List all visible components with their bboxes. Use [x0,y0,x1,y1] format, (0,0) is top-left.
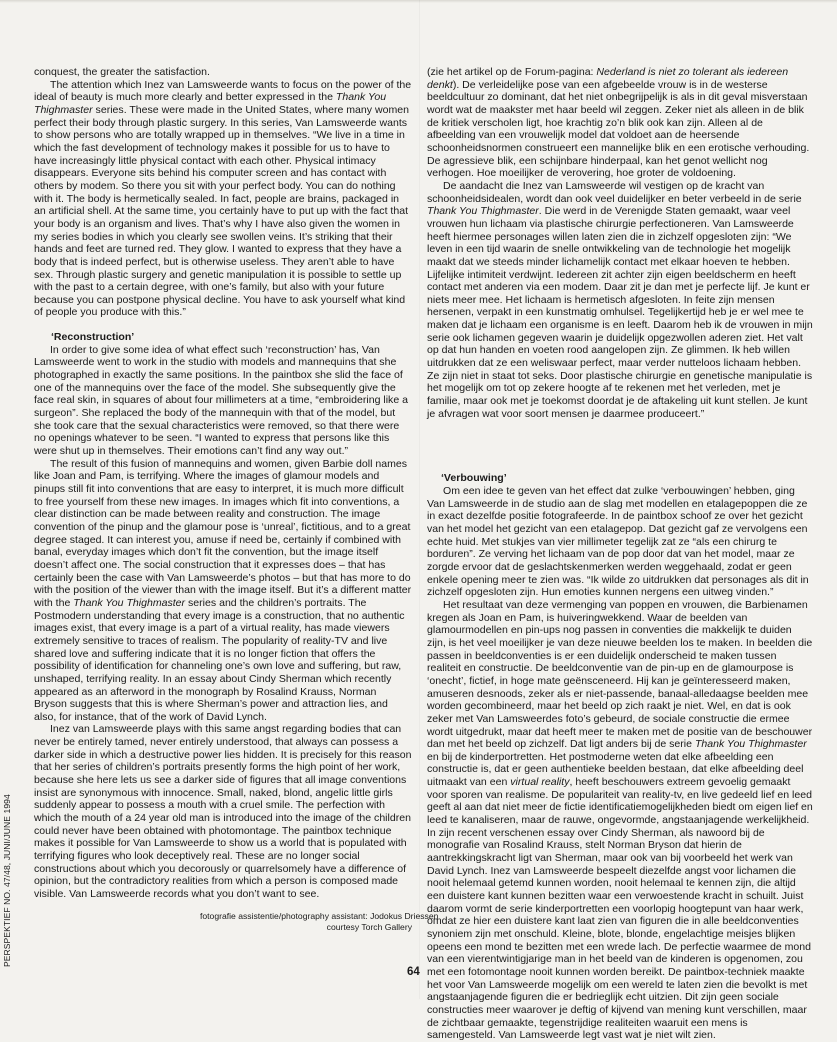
paragraph: The result of this fusion of mannequins and women, given Barbie doll names like Joan and Pam, is terrifying. Where the images of glamour models and pinups still fit into conventions that are easy to interpret, it is much more difficult to free yourself from these new images. In images which fit into conventions, a clear distinction can be made between reality and construction. The image convention of the pinup and the glamour pose is ‘unreal’, fictitious, and to a great degree staged. It can interest you, amuse if need be, certainly if combined with banal, everyday images which don’t fit the convention, but the image itself doesn’t affect one. The social construction that it expresses does – that has certainly been the case with Van Lamsweerde’s photos – but that has more to do with the position of the viewer than with the image itself. But it’s a different matter with the Thank You Thighmaster series and the children’s portraits. The Postmodern understanding that every image is a construction, that no authentic images exist, that every image is a part of a virtual reality, has made viewers extremely sensitive to traces of realism. The popularity of reality-TV and live shared love and suffering indicate that it is no longer fiction that offers the possibility of identification for channeling one’s own love and suffering, but raw, unshaped, terrifying reality. In an essay about Cindy Sherman which recently appeared as an afterword in the monograph by Rosalind Krauss, Norman Bryson suggests that this is where Sherman’s power and attraction lies, and also, for instance, that of the work of David Lynch. [34,457,412,723]
paragraph: The attention which Inez van Lamsweerde wants to focus on the power of the ideal of beauty is much more clearly and better expressed in the Thank You Thighmaster series. These were made in the United States, where many women perfect their body through plastic surgery. In this series, Van Lamsweerde wants to show persons who are totally wrapped up in themselves. “We live in a time in which the fast development of technology makes it possible for us to have to have increasingly little physical contact with each other. Physical intimacy disappears. Everyone sits behind his computer screen and has contact with others by modem. So there you sit with your perfect body. You can do nothing with it. The body is hermetically sealed. In fact, people are brains, packaged in an artificial shell. At the same time, you certainly have to put up with the fact that your body is an organism and lives. That’s why I have also given the women in my series bodies in which you clearly see swollen veins. It’s striking that their hands and feet are turned red. They glow. I wanted to express that they have a body that is indeed perfect, but is otherwise useless. They aren’t able to have sex. Through plastic surgery and genetic manipulation it is possible to settle up with the past to a certain degree, with one’s family, but also with your future because you can postpone physical decline. You have to ask yourself what kind of people you produce with this.” [34,78,412,319]
paragraph: In order to give some idea of what effect such ‘reconstruction’ has, Van Lamsweerde went to work in the studio with models and mannequins that she photographed in exactly the same positions. In the paintbox she slid the face of one of the mannequins over the face of the model. She subsequently give the face real skin, in squares of about four millimeters at a time, “embroidering like a surgeon”. She replaced the body of the mannequin with that of the model, but she took care that the sexual characteristics were removed, so that there were no openings whatever to be seen. “I wanted to express that persons like this were shut up in themselves. Their emotions can’t find any way out.” [34,343,408,458]
italic-title: Thank You Thighmaster [34,91,387,116]
paragraph: conquest, the greater the satisfaction. [34,66,210,78]
left-column-english [34,66,412,901]
italic-title: Thank You Thighmaster [427,205,539,218]
paragraph: Om een idee te geven van het effect dat zulke ‘verbouwingen’ hebben, ging Van Lamsweerde in de studio aan de slag met modellen en etalagepoppen die ze in exact dezelfde positie fotografeerde. In de paintbox schoof ze over het gezicht van het model het gezicht van een etalagepop. Dat gezicht gaf ze vervolgens een echte huid. Met stukjes van vier millimeter tegelijk zat ze “als een chirurg te borduren”. Ze verving het lichaam van de pop door dat van het model, maar ze zorgde ervoor dat de geslachtskenmerken werden weggehaald, zodat er geen enkele opening meer te zien was. “Ik wilde zo uitdrukken dat personages als dit in zichzelf opgesloten zijn. Hun emoties kunnen nergens een uitweg vinden.” [427,485,809,599]
italic-title: virtual reality [510,776,570,789]
section-heading: ‘Verbouwing’ [441,472,507,485]
page-gutter [419,0,420,999]
italic-title: Nederland is niet zo tolerant als iedereen denkt [427,66,789,91]
right-column-dutch [427,66,813,1042]
paragraph: (zie het artikel op de Forum-pagina: Nederland is niet zo tolerant als iedereen denkt). De verleidelijke pose van een afgebeelde vrouw is in de westerse beeldcultuur zo dominant, dat het niet onbegrijpelijk is als in dit geval misverstaan wordt wat de maakster met haar beeld wil zeggen. Zeker niet als alleen in de blik de kritiek verscholen ligt, hoe krachtig zo’n blik ook kan zijn. Alleen al de afbeelding van een vrouwelijk model dat voldoet aan de heersende schoonheidsnormen construeert een mannelijke blik en een erotische verhouding. De agressieve blik, een schijnbare hinderpaal, kan het genot wellicht nog verhogen. Hoe moeilijker de verovering, hoe groter de voldoening. [427,66,810,180]
photo-credit-line: courtesy Torch Gallery [326,922,412,932]
paragraph: Het resultaat van deze vermenging van poppen en vrouwen, die Barbienamen kregen als Joan en Pam, is huiveringwekkend. Waar de beelden van glamourmodellen en pin-ups nog passen in conventies die makkelijk te duiden zijn, is het veel moeilijker je van deze nieuwe beelden los te maken. In beelden die passen in beeldconventies is er een duidelijk onderscheid te maken tussen realiteit en constructie. De beeldconventie van de pin-up en de glamourpose is ‘onecht’, fictief, in hoge mate geënsceneerd. Hij kan je geïnteresseerd maken, amuseren desnoods, zeker als er niet-passende, banaal-alledaagse beelden mee worden gecombineerd, maar het beeld op zich raakt je niet. Wel, en dat is ook zeker met Van Lamsweerdes foto’s gebeurd, de sociale constructie die ermee wordt uitgedrukt, maar dat heeft meer te maken met de positie van de beschouwer dan met het beeld op zichzelf. Dat ligt anders bij de serie Thank You Thighmaster en bij de kinderportretten. Het postmoderne weten dat elke afbeelding een constructie is, dat er geen authentieke beelden bestaan, dat elke afbeelding deel uitmaakt van een virtual reality, heeft beschouwers extreem gevoelig gemaakt voor sporen van realisme. De populariteit van reality-tv, en live gedeeld lief en leed geeft al aan dat niet meer de fictie identificatiemogelijkheden biedt om eigen lief en leed te kanaliseren, maar de rauwe, ongevormde, angstaanjagende werkelijkheid. In zijn recent verschenen essay over Cindy Sherman, als nawoord bij de monografie van Rosalind Krauss, stelt Norman Bryson dat hierin de aantrekkingskracht ligt van Sherman, maar ook van bij voorbeeld het werk van David Lynch. Inez van Lamsweerde bespeelt diezelfde angst voor lichamen die nooit helemaal getemd kunnen worden, nooit helemaal te kennen zijn, die altijd een duistere kant kunnen bezitten waar een verwoestende kracht in schuilt. Juist daarom vormt de serie kinderportretten een voorlopig hoogtepunt van haar werk, omdat ze hier een duistere kant laat zien van figuren die in alle beeldconventies synoniem zijn met onschuld. Kleine, blote, blonde, engelachtige meisjes blijken opeens een mond te bezitten met een wrede lach. De perfectie waarmee de mond van een vierentwintigjarige man in het beeld van de kinderen is opgenomen, zou met een fotomontage nooit kunnen worden bereikt. De paintbox-techniek maakte het voor Van Lamsweerde mogelijk om een wereld te laten zien die bevolkt is met angstaanjagende figuren die er bedrieglijk echt uitzien. Dit zijn geen sociale constructies meer waarover je deftig of kijvend van mening kunt verschillen, maar de zichtbaar gemaakte, tegenstrijdige realiteiten waaruit een mens is samengesteld. Van Lamsweerde legt vast wat je niet wilt zien. [427,598,813,1042]
italic-title: Thank You Thighmaster [694,738,807,751]
paragraph: De aandacht die Inez van Lamsweerde wil vestigen op de kracht van schoonheidsidealen, wordt dan ook veel duidelijker en beter verbeeld in de serie Thank You Thighmaster. Die werd in de Verenigde Staten gemaakt, waar veel vrouwen hun lichaam via plastische chirurgie perfectioneren. Van Lamsweerde heeft hiermee personages willen laten zien die in zichzelf opgesloten zijn: “We leven in een tijd waarin de snelle ontwikkeling van de technologie het mogelijk maakt dat we steeds minder lichamelijk contact met elkaar hoeven te hebben. Lijfelijke intimiteit verdwijnt. Iedereen zit achter zijn eigen beeldscherm en heeft contact met anderen via een modem. Daar zit je dan met je perfecte lijf. Je kunt er niets meer mee. Het lichaam is hermetisch afgesloten. In feite zijn mensen hersenen, verpakt in een kunstmatig omhulsel. Tegelijkertijd heb je er wel mee te maken dat je lichaam een organisme is en leeft. Daarom heb ik de vrouwen in mijn serie ook lichamen gegeven waarin je duidelijk opgezwollen aderen ziet. Het valt op dat hun handen en voeten rood aangelopen zijn. Ze glimmen. Ik heb willen uitdrukken dat ze een weliswaar perfect, maar verder nutteloos lichaam hebben. Ze zijn niet in staat tot seks. Door plastische chirurgie en genetische manipulatie is het mogelijk om tot op zekere hoogte af te rekenen met het verleden, met je familie, maar ook met je toekomst doordat je de aftakeling uit kunt stellen. Je kunt je afvragen wat voor soort mensen je daarmee produceert.” [427,179,813,420]
column-spacer [427,420,813,472]
photo-credit [200,911,439,933]
paragraph: Inez van Lamsweerde plays with this same angst regarding bodies that can never be entirely tamed, never entirely understood, that always can possess a darker side in which a destructive power lies hidden. It is precisely for this reason that her series of children’s portraits presently forms the high point of her work, because she here lets us see a darker side of figures that all image conventions insist are synonymous with innocence. Small, naked, blond, angelic little girls suddenly appear to possess a mouth with a cruel smile. The perfection with which the mouth of a 24 year old man is introduced into the image of the children could never have been obtained with photomontage. The paintbox technique makes it possible for Van Lamsweerde to show us a world that is populated with terrifying figures who look deceptively real. These are no longer social constructions about which you decorously or quarrelsomely have a difference of opinion, but the contradictory realities from which a person is composed made visible. Van Lamsweerde records what you don’t want to see. [34,723,412,900]
section-heading: ‘Reconstruction’ [51,331,135,344]
publication-side-label: PERSPEKTIEF NO. 47/48, JUNI/JUNE 1994 [2,794,12,967]
photo-credit-line: fotografie assistentie/photography assistant: Jodokus Driessen [200,911,439,921]
italic-title: Thank You Thighmaster [73,596,186,609]
page-number: 64 [407,966,420,978]
